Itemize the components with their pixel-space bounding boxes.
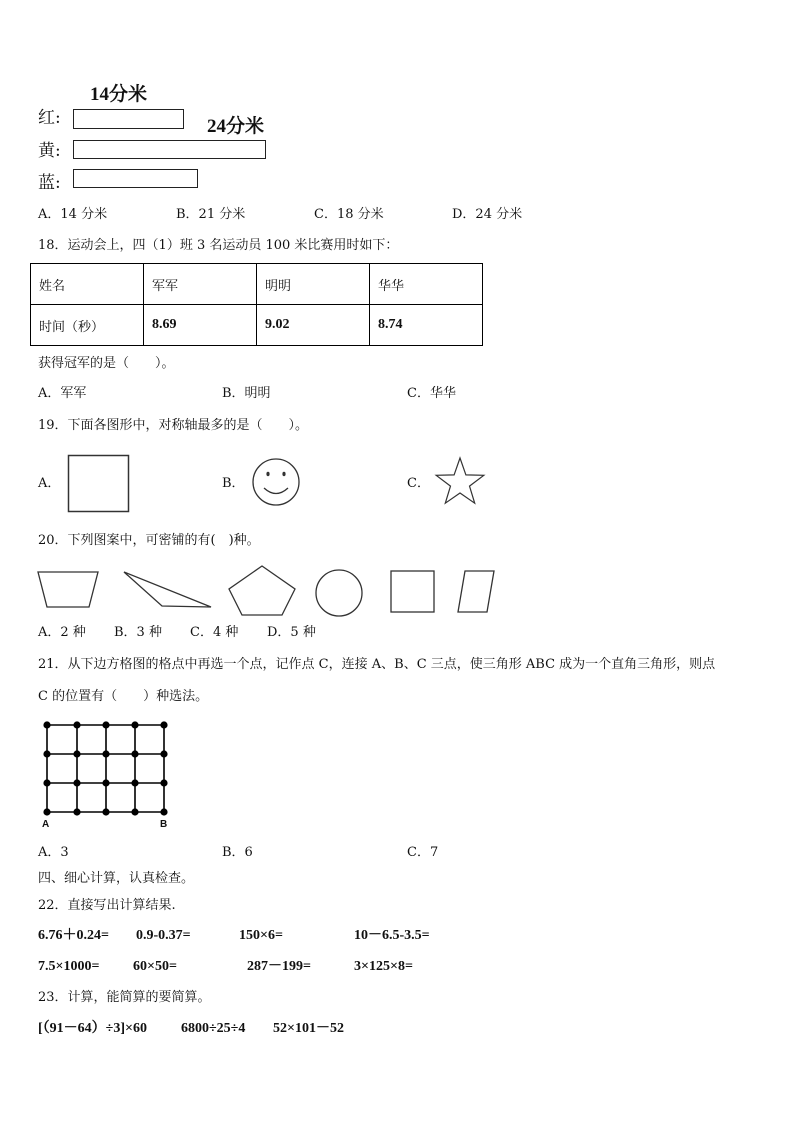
q18-question: 获得冠军的是（ ）。 (38, 356, 175, 371)
table-cell: 军军 (144, 264, 257, 305)
q20-stem: 20．下列图案中，可密铺的有( )种。 (38, 533, 260, 548)
q19-option-b-label: B． (222, 476, 245, 491)
smiley-left-eye (266, 472, 269, 476)
q19-star-figure (436, 458, 484, 503)
q23-item: [（91－64）÷3]×60 (38, 1021, 147, 1036)
grid-point (131, 721, 138, 728)
race-time-table (30, 263, 483, 346)
q21-dot-grid (47, 725, 164, 812)
q23-item: 52×101－52 (273, 1021, 344, 1036)
table-cell: 8.74 (370, 305, 483, 346)
q19-option-c-label: C． (407, 476, 430, 491)
yellow-bar-label: 黄: (38, 141, 61, 161)
grid-point (43, 721, 50, 728)
table-cell: 时间（秒） (31, 305, 144, 346)
q18-option-c: C．华华 (407, 386, 456, 401)
yellow-bar (73, 140, 266, 159)
q19-option-a-label: A． (38, 476, 61, 491)
grid-point (131, 808, 138, 815)
q23-stem: 23．计算，能简算的要简算。 (38, 990, 211, 1005)
q22-item: 3×125×8= (354, 959, 413, 974)
q22-item: 0.9-0.37= (136, 928, 191, 943)
q17-option-a: A．14 分米 (38, 207, 108, 222)
q20-pentagon-figure (229, 566, 295, 615)
q18-option-a: A．军军 (38, 386, 87, 401)
grid-point (73, 750, 80, 757)
grid-point (131, 750, 138, 757)
grid-point (160, 721, 167, 728)
q21-option-b: B．6 (222, 845, 253, 860)
grid-point (131, 779, 138, 786)
grid-point (102, 721, 109, 728)
table-header-row (31, 264, 483, 305)
q21-stem-line2: C 的位置有（ ）种选法。 (38, 689, 209, 704)
q20-option-d: D．5 种 (267, 625, 316, 640)
grid-point (102, 750, 109, 757)
red-bar-length-label: 14分米 (90, 84, 148, 105)
q19-square-figure (69, 456, 129, 512)
blue-bar-label: 蓝: (38, 173, 61, 193)
grid-point-a (43, 808, 50, 815)
q21-grid-points (43, 721, 167, 815)
red-bar (73, 109, 184, 129)
q20-circle-figure (316, 570, 362, 616)
grid-point (73, 721, 80, 728)
smiley-mouth (264, 488, 288, 494)
q22-item: 60×50= (133, 959, 177, 974)
yellow-bar-length-label: 24分米 (207, 116, 265, 137)
table-cell: 华华 (370, 264, 483, 305)
q22-item: 287－199= (247, 959, 311, 974)
q22-item: 150×6= (239, 928, 283, 943)
table-row (31, 305, 483, 346)
grid-point-a-label: A (42, 819, 50, 830)
table-cell: 8.69 (144, 305, 257, 346)
grid-point (43, 750, 50, 757)
q20-trapezoid-figure (38, 572, 98, 607)
section-heading: 四、细心计算，认真检查。 (38, 871, 195, 886)
q20-triangle-figure (124, 572, 211, 607)
q21-option-a: A．3 (38, 845, 69, 860)
q21-option-c: C．7 (407, 845, 439, 860)
q17-option-d: D．24 分米 (452, 207, 523, 222)
grid-point (43, 779, 50, 786)
table-cell: 明明 (257, 264, 370, 305)
q22-item: 7.5×1000= (38, 959, 100, 974)
q22-item: 6.76＋0.24= (38, 928, 109, 943)
q20-square-figure (391, 571, 434, 612)
grid-point (102, 808, 109, 815)
q18-option-b: B．明明 (222, 386, 271, 401)
table-cell: 姓名 (31, 264, 144, 305)
grid-point-b (160, 808, 167, 815)
grid-point (160, 779, 167, 786)
grid-point (102, 779, 109, 786)
q17-option-c: C．18 分米 (314, 207, 384, 222)
q21-stem-line1: 21．从下边方格图的格点中再选一个点，记作点 C，连接 A、B、C 三点，使三角形 ABC 成为一个直角三角形，则点 (38, 657, 716, 672)
q20-parallelogram-figure (458, 571, 494, 612)
red-bar-label: 红: (38, 108, 61, 128)
grid-point (73, 808, 80, 815)
q19-stem: 19．下面各图形中，对称轴最多的是（ ）。 (38, 418, 309, 433)
q22-item: 10－6.5-3.5= (354, 928, 430, 943)
grid-point (160, 750, 167, 757)
q20-option-b: B．3 种 (114, 625, 162, 640)
q22-stem: 22．直接写出计算结果. (38, 898, 176, 913)
blue-bar (73, 169, 198, 188)
q19-smiley-face-figure (253, 459, 299, 505)
grid-point-b-label: B (160, 819, 168, 830)
q17-option-b: B．21 分米 (176, 207, 246, 222)
table-cell: 9.02 (257, 305, 370, 346)
q18-stem: 18．运动会上，四（1）班 3 名运动员 100 米比赛用时如下： (38, 238, 399, 253)
smiley-right-eye (282, 472, 285, 476)
grid-point (73, 779, 80, 786)
smiley-outline (253, 459, 299, 505)
q23-item: 6800÷25÷4 (181, 1021, 246, 1036)
q20-option-a: A．2 种 (38, 625, 86, 640)
q20-option-c: C．4 种 (190, 625, 239, 640)
